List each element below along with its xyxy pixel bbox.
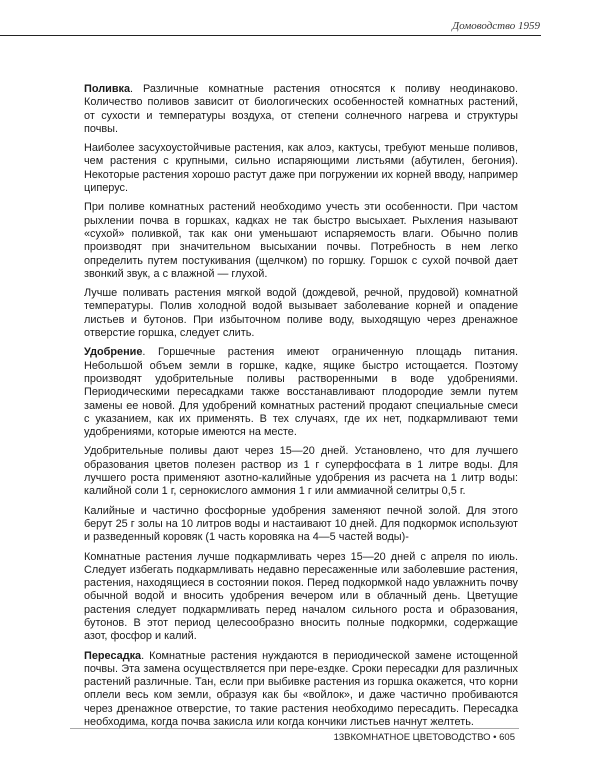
running-header: Домоводство 1959 (452, 20, 540, 32)
header-divider (0, 35, 541, 36)
paragraph (84, 287, 518, 340)
paragraph (84, 346, 518, 439)
paragraph (84, 505, 518, 545)
paragraph (84, 650, 518, 730)
paragraph-text: Наиболее засухоустойчивые растения, как алоэ, кактусы, требуют меньше поливов, чем растения с крупными, сильно испаряющими листьями (абутилен, бегония). Некоторые растения хорошо растут даже при погружении их корней вводу, например циперус. (84, 142, 518, 195)
paragraph (84, 551, 518, 644)
paragraph-text: . Комнатные растения нуждаются в периодической замене истощенной почвы. Эта замена осуществляется при пере-ездке. Сроки пересадки для различных растений различные. Тан, если при выбивке растения из горшка окажется, что корни оплели весь ком земли, образуя как бы «войлок», и даже частично пробиваются через дренажное отверстие, то такие растения необходимо пересадить. Пересадка необходима, когда почва закисла или когда кончики листьев начнут желтеть. (84, 649, 518, 729)
footer-divider (70, 728, 519, 729)
paragraph-heading: Поливка (84, 83, 131, 95)
paragraph-heading: Пересадка (84, 649, 142, 662)
paragraph-text: Удобрительные поливы дают через 15—20 дней. Установлено, что для лучшего образования цветов полезен раствор из 1 г суперфосфата в 1 литре воды. Для лучшего роста применяют азотно-калийные удобрения из расчета на 1 литр воды: калийной соли 1 г, сернокислого аммония 1 г или аммиачной селитры 0,5 г. (84, 445, 518, 498)
paragraph (84, 142, 518, 195)
paragraph-heading: Удобрение (84, 346, 143, 359)
page-body (84, 83, 518, 735)
paragraph-text: . Горшечные растения имеют ограниченную площадь питания. Небольшой объем земли в горшке, кадке, ящике быстро истощается. Поэтому производят удобрительные поливы растворенными в воде удобрениями. Периодическими пересадками также восстанавливают плодородие земли путем замены ее новой. Для удобрений комнатных растений продают специальные смеси с указанием, как их применять. В тех случаях, где их нет, подкармливают теми удобрениями, которые имеются на месте. (84, 346, 518, 439)
page-footer: 13ВКОМНАТНОЕ ЦВЕТОВОДСТВО • 605 (333, 732, 515, 743)
paragraph (84, 445, 518, 498)
paragraph-text: Лучше поливать растения мягкой водой (дождевой, речной, прудовой) комнатной температуры. Полив холодной водой вызывает заболевание корней и опадение листьев и бутонов. При избыточном поливе воду, выходящую через дренажное отверстие горшка, следует слить. (84, 287, 518, 340)
paragraph (84, 83, 518, 136)
paragraph-text: Комнатные растения лучше подкармливать через 15—20 дней с апреля по июль. Следует избегать подкармливать недавно пересаженные или заболевшие растения, растения, находящиеся в состоянии покоя. Перед подкормкой надо увлажнить почву обычной водой и вносить удобрения вечером или в облачный день. Цветущие растения следует подкармливать перед началом сильного роста и образования, бутонов. В этот период целесообразно вносить полные подкормки, содержащие азот, фосфор и калий. (84, 550, 518, 643)
paragraph-text: При поливе комнатных растений необходимо учесть эти особенности. При частом рыхлении почва в горшках, кадках не так быстро высыхает. Рыхления называют «сухой» поливкой, так как они уменьшают испаряемость влаги. Обычно полив производят при значительном высыхании почвы. Потребность в нем легко определить путем постукивания (щелчком) по горшку. Горшок с сухой почвой дает звонкий звук, а с влажной — глухой. (84, 201, 518, 280)
paragraph (84, 201, 518, 281)
paragraph-text: . Различные комнатные растения относятся к поливу неодинаково. Количество поливов зависит от биологических особенностей комнатных растений, от сухости и температуры воздуха, от степени солнечного нагрева и структуры почвы. (84, 83, 518, 135)
paragraph-text: Калийные и частично фосфорные удобрения заменяют печной золой. Для этого берут 25 г золы на 10 литров воды и настаивают 10 дней. Для подкормок используют и разведенный коровяк (1 часть коровяка на 4—5 частей воды)- (84, 504, 518, 544)
